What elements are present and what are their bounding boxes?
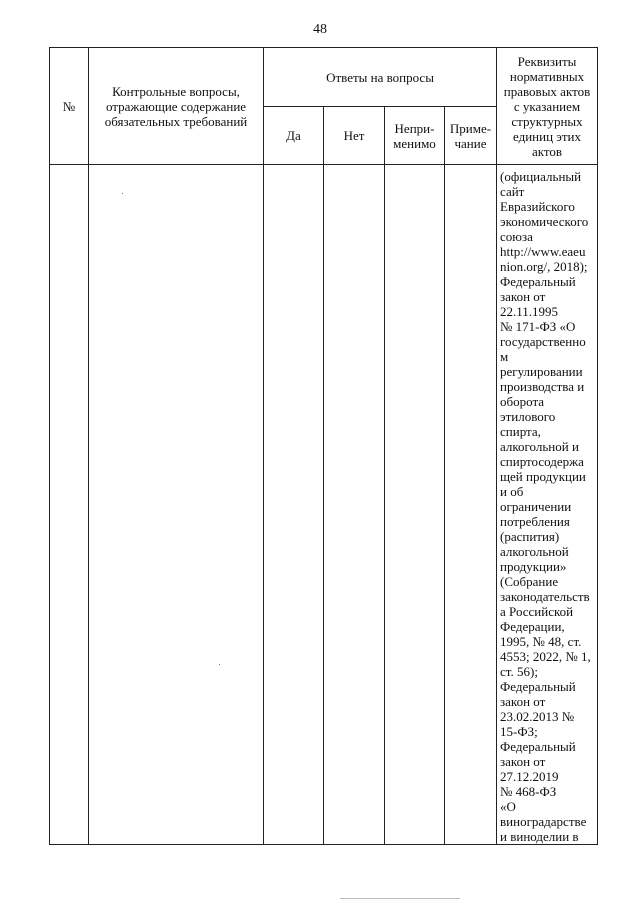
requisites-text-line: Федеральный (500, 274, 576, 289)
header-note-line: Приме- (449, 120, 492, 136)
requisites-text-line: экономического (500, 214, 589, 229)
requisites-text-line: сайт (500, 184, 525, 199)
requisites-text-line: закон от (500, 754, 546, 769)
requisites-text-line: Евразийского (500, 199, 575, 214)
requisites-text-line: Федеральный (500, 739, 576, 754)
requisites-text-line: (Собрание (500, 574, 559, 589)
checklist-table (49, 47, 598, 845)
header-na-line: Непри- (394, 120, 435, 136)
requisites-text-line: 27.12.2019 (500, 769, 559, 784)
header-requisites-line: Реквизиты (517, 53, 577, 69)
header-note-line: чание (454, 135, 487, 151)
header-yes: Да (264, 107, 324, 165)
cell-no (324, 165, 385, 845)
header-questions-line: отражающие содержание (105, 98, 247, 114)
requisites-text-line: продукции» (500, 559, 567, 574)
header-requisites (497, 48, 598, 165)
requisites-text-line: nion.org/, 2018); (500, 259, 588, 274)
cell-yes (264, 165, 324, 845)
header-requisites-line: правовых актов (503, 83, 591, 99)
page-number: 48 (313, 22, 327, 37)
requisites-text-line: Федерации, (500, 619, 565, 634)
requisites-text-line: (официальный (500, 169, 582, 184)
requisites-text-line: спиртосодержа (500, 454, 584, 469)
requisites-text-line: щей продукции (500, 469, 586, 484)
header-no: Нет (324, 107, 385, 165)
requisites-text-line: оборота (500, 394, 545, 409)
requisites-text-line: виноградарстве (500, 814, 587, 829)
header-questions (89, 48, 264, 165)
header-number: № (50, 48, 89, 165)
requisites-text-line: м (500, 349, 509, 364)
header-questions-line: Контрольные вопросы, (112, 83, 240, 99)
requisites-text-line: союза (500, 229, 533, 244)
requisites-text-line: а Российской (500, 604, 574, 619)
requisites-text-line: законодательств (500, 589, 590, 604)
requisites-text-line: «О (500, 799, 516, 814)
requisites-text-line: № 171-ФЗ «О (500, 319, 576, 334)
requisites-text-line: http://www.eaeu (500, 244, 586, 259)
requisites-text-line: алкогольной и (500, 439, 579, 454)
scan-speck (219, 664, 220, 665)
requisites-text-line: ограничении (500, 499, 572, 514)
header-not-applicable (385, 107, 445, 165)
header-questions-line: обязательных требований (104, 113, 248, 129)
requisites-text-line: производства и (500, 379, 585, 394)
header-requisites-line: структурных (511, 113, 583, 129)
requisites-text-line: 22.11.1995 (500, 304, 559, 319)
header-na-line: менимо (393, 135, 436, 151)
requisites-text-line: спирта, (500, 424, 541, 439)
cell-note (445, 165, 497, 845)
scan-speck (122, 193, 123, 194)
requisites-text-line: потребления (500, 514, 570, 529)
requisites-text-line: закон от (500, 694, 546, 709)
requisites-text-line: ст. 56); (500, 664, 538, 679)
table-row (50, 165, 598, 845)
header-requisites-line: актов (531, 143, 563, 159)
cell-requisites (497, 165, 598, 845)
requisites-text-line: закон от (500, 289, 546, 304)
requisites-text-line: Федеральный (500, 679, 576, 694)
cell-number (50, 165, 89, 845)
cell-not-applicable (385, 165, 445, 845)
requisites-text-line: (распития) (500, 529, 560, 544)
header-answers: Ответы на вопросы (264, 48, 497, 107)
requisites-text-line: государственно (500, 334, 586, 349)
requisites-text-line: и виноделии в (500, 829, 579, 844)
table-header-row (50, 48, 598, 107)
requisites-text-line: этилового (500, 409, 556, 424)
header-requisites-line: нормативных (509, 68, 585, 84)
requisites-text-line: алкогольной (500, 544, 569, 559)
header-requisites-line: единиц этих (513, 128, 582, 144)
scan-edge-line (340, 898, 460, 899)
requisites-text-line: и об (500, 484, 524, 499)
header-note (445, 107, 497, 165)
header-requisites-line: с указанием (513, 98, 581, 114)
requisites-text-line: 1995, № 48, ст. (500, 634, 582, 649)
requisites-text-line: 15-ФЗ; (500, 724, 538, 739)
requisites-text-line: № 468-ФЗ (500, 784, 557, 799)
requisites-text-line: 23.02.2013 № (500, 709, 575, 724)
requisites-text-line: регулировании (500, 364, 583, 379)
cell-question (89, 165, 264, 845)
requisites-text-line: 4553; 2022, № 1, (500, 649, 591, 664)
